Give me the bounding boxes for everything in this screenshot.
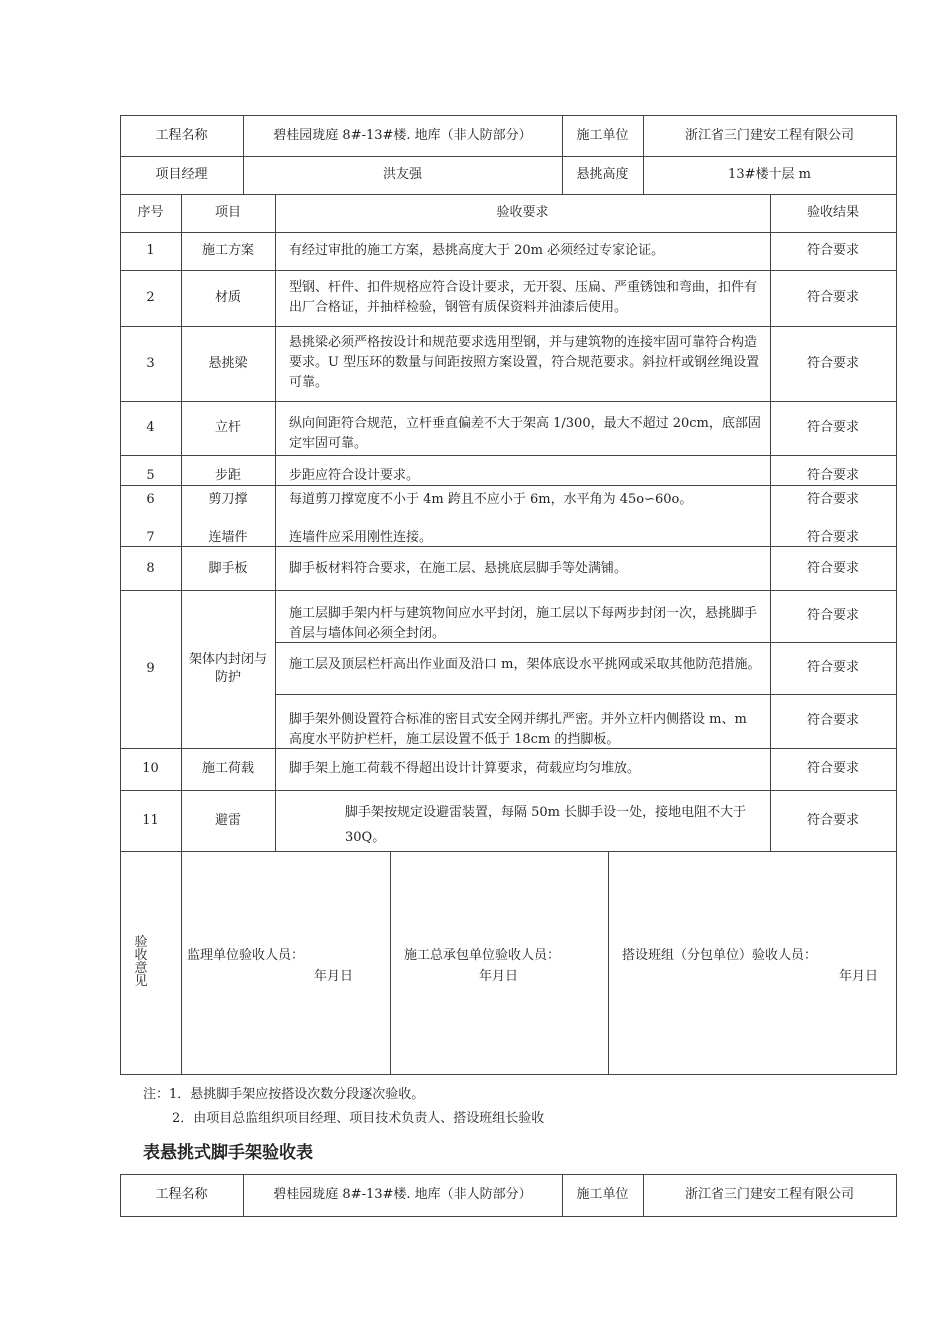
row-requirement: 有经过审批的施工方案，悬挑高度大于 20m 必须经过专家论证。 [289,243,665,258]
column-header-result: 验收结果 [806,205,859,220]
supervisor-signature-label: 监理单位验收人员： [187,948,305,963]
column-header-seq: 序号 [137,205,164,220]
row-item: 材质 [214,290,241,305]
row-seq: 7 [146,530,155,545]
row-item: 架体内封闭与防护 [188,652,267,685]
row-item: 立杆 [214,420,241,435]
row-result: 符合要求 [806,812,859,828]
contractor-value: 浙江省三门建安工程有限公司 [684,127,854,143]
row-result: 符合要求 [806,761,859,776]
row-requirement: 施工层脚手架内杆与建筑物间应水平封闭，施工层以下每两步封闭一次，悬挑脚手首层与墙体间必须全封闭。 [289,606,758,641]
row-result: 符合要求 [806,660,859,675]
subcontractor-signature-label: 搭设班组（分包单位）验收人员： [622,948,818,963]
acceptance-opinion-label: 验收意见 [134,935,148,989]
row-seq: 5 [146,468,155,483]
row-result: 符合要求 [806,243,859,258]
row-seq: 9 [146,661,155,676]
general-contractor-signature-label: 施工总承包单位验收人员： [404,948,561,963]
project-name-value: 碧桂园珑庭 8#-13#楼. 地库（非人防部分） [273,1187,532,1202]
row-item: 施工方案 [201,243,254,258]
row-result: 符合要求 [806,608,859,623]
supervisor-date: 年月日 [314,969,354,984]
manager-label: 项目经理 [155,167,208,182]
row-item: 连墙件 [208,530,248,545]
row-seq: 3 [146,355,155,371]
row-item: 脚手板 [208,560,248,576]
row-item: 步距 [214,468,241,483]
general-contractor-date: 年月日 [479,969,519,984]
row-requirement: 型钢、杆件、扣件规格应符合设计要求，无开裂、压扁、严重锈蚀和弯曲，扣件有出厂合格证，并抽样检验，钢管有质保资料并油漆后使用。 [289,280,758,315]
note-1: 注：1．悬挑脚手架应按搭设次数分段逐次验收。 [143,1087,425,1102]
row-seq: 10 [142,761,159,776]
row-seq: 2 [146,290,155,305]
row-requirement: 每道剪刀撑宽度不小于 4m 跨且不应小于 6m，水平角为 45o∽60o。 [289,492,693,507]
note-2: 2．由项目总监组织项目经理、项目技术负责人、搭设班组长验收 [172,1111,545,1126]
row-requirement: 施工层及顶层栏杆高出作业面及沿口 m，架体底设水平挑网或采取其他防范措施。 [289,657,761,672]
second-table-title: 表悬挑式脚手架验收表 [143,1143,313,1163]
row-result: 符合要求 [806,713,859,728]
row-item: 施工荷载 [201,761,254,776]
column-header-requirement: 验收要求 [496,205,549,220]
cantilever-height-value: 13#楼十层 m [728,167,811,182]
row-requirement: 步距应符合设计要求。 [289,468,420,483]
row-item: 悬挑梁 [208,355,248,371]
row-requirement: 悬挑梁必须严格按设计和规范要求选用型钢，并与建筑物的连接牢固可靠符合构造要求。U 型压环的数量与间距按照方案设置，符合规范要求。斜拉杆或钢丝绳设置可靠。 [289,335,760,390]
row-seq: 6 [146,492,155,507]
row-requirement: 脚手板材料符合要求，在施工层、悬挑底层脚手等处满铺。 [289,560,628,576]
contractor-label: 施工单位 [576,1187,629,1202]
contractor-value: 浙江省三门建安工程有限公司 [684,1187,854,1202]
manager-value: 洪友强 [382,167,422,182]
contractor-label: 施工单位 [576,127,629,143]
row-seq: 4 [146,420,155,435]
row-requirement: 脚手架按规定设避雷装置，每隔 50m 长脚手设一处，接地电阻不大于 30Q。 [345,805,747,845]
row-requirement: 纵向间距符合规范，立杆垂直偏差不大于架高 1/300，最大不超过 20cm，底部固定牢固可靠。 [289,416,761,451]
project-name-value: 碧桂园珑庭 8#-13#楼. 地库（非人防部分） [273,127,532,143]
row-result: 符合要求 [806,290,859,305]
subcontractor-date: 年月日 [839,969,879,984]
row-result: 符合要求 [806,420,859,435]
row-requirement: 脚手架外侧设置符合标准的密目式安全网并绑扎严密。并外立杆内侧搭设 m、m 高度水平防护栏杆，施工层设置不低于 18cm 的挡脚板。 [289,712,747,747]
row-result: 符合要求 [806,355,859,371]
row-result: 符合要求 [806,492,859,507]
row-item: 剪刀撑 [208,492,248,507]
cantilever-height-label: 悬挑高度 [576,167,629,182]
project-name-label: 工程名称 [155,127,208,143]
row-result: 符合要求 [806,530,859,545]
row-seq: 8 [146,560,155,576]
project-name-label: 工程名称 [155,1187,208,1202]
column-header-item: 项目 [214,205,241,220]
row-seq: 11 [142,812,159,828]
row-seq: 1 [146,243,155,258]
row-requirement: 脚手架上施工荷载不得超出设计计算要求，荷载应均匀堆放。 [289,761,641,776]
row-item: 避雷 [214,812,241,828]
row-result: 符合要求 [806,468,859,483]
row-result: 符合要求 [806,560,859,576]
row-requirement: 连墙件应采用刚性连接。 [289,530,433,545]
